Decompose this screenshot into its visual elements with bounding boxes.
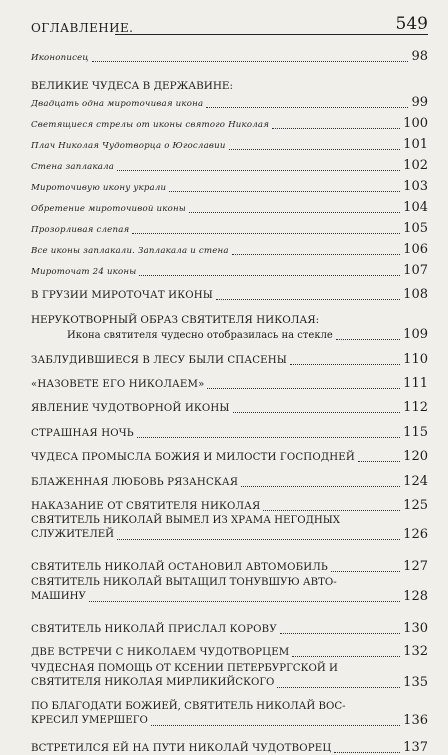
toc-entry-page: 106: [403, 242, 428, 257]
toc-entry: [31, 560, 428, 574]
toc-entry-page: 101: [403, 137, 428, 152]
leader-dots: [292, 656, 400, 657]
toc-entry-page: 110: [403, 352, 428, 367]
toc-entry-title: НАКАЗАНИЕ ОТ СВЯТИТЕЛЯ НИКОЛАЯ: [31, 501, 261, 512]
toc-entry: [31, 264, 428, 278]
toc-entry: [31, 645, 428, 659]
toc-entry: [31, 499, 428, 513]
toc-entry-page: 112: [403, 400, 428, 415]
leader-dots: [139, 275, 400, 276]
leader-dots: [277, 687, 400, 688]
toc-entry-page: 100: [403, 116, 428, 131]
toc-entry: [31, 222, 428, 236]
header-rule: [115, 34, 428, 35]
toc-entry-title: ЯВЛЕНИЕ ЧУДОТВОРНОЙ ИКОНЫ: [31, 403, 230, 414]
page-header: [31, 10, 428, 36]
toc-entry-title: Прозорливая слепая: [31, 225, 130, 235]
toc-entry-title: В ГРУЗИИ МИРОТОЧАТ ИКОНЫ: [31, 290, 213, 301]
toc-entry-title: СВЯТИТЕЛЬ НИКОЛАЙ ПРИСЛАЛ КОРОВУ: [31, 624, 277, 635]
toc-entry-page: 124: [403, 474, 428, 489]
toc-entry: [31, 288, 428, 302]
toc-entry-page: 128: [403, 589, 428, 604]
toc-entry-title: ЧУДЕСА ПРОМЫСЛА БОЖИЯ И МИЛОСТИ ГОСПОДНЕЙ: [31, 452, 355, 463]
toc-entry: [31, 622, 428, 636]
leader-dots: [89, 601, 400, 602]
leader-dots: [207, 388, 400, 389]
toc-entry-title: Икона святителя чудесно отобразилась на стекле: [67, 330, 333, 341]
leader-dots: [92, 61, 409, 62]
toc-entry-title: ВСТРЕТИЛСЯ ЕЙ НА ПУТИ НИКОЛАЙ ЧУДОТВОРЕЦ: [31, 743, 332, 754]
leader-dots: [137, 437, 400, 438]
toc-entry-title: Светящиеся стрелы от иконы святого Николая: [31, 120, 270, 130]
leader-dots: [132, 233, 400, 234]
toc-entry: [31, 201, 428, 215]
toc-entry-page: 109: [403, 327, 428, 342]
toc-entry: [31, 475, 428, 489]
toc-entry: [31, 450, 428, 464]
leader-dots: [331, 571, 400, 572]
toc-entry-page: 104: [403, 200, 428, 215]
toc-entry-title: Иконописец: [31, 53, 89, 63]
toc-entry-page: 98: [411, 49, 428, 64]
toc-entry-title: Двадцать одна мироточивая икона: [31, 99, 204, 109]
leader-dots: [232, 254, 400, 255]
toc-entry-page: 135: [403, 675, 428, 690]
toc-entry: [31, 243, 428, 257]
toc-entry-page: 125: [403, 498, 428, 513]
toc-entry-page: 136: [403, 713, 428, 728]
toc-entry-page: 105: [403, 221, 428, 236]
toc-entry-page: 115: [403, 425, 428, 440]
toc-entry-title: БЛАЖЕННАЯ ЛЮБОВЬ РЯЗАНСКАЯ: [31, 477, 239, 488]
leader-dots: [117, 539, 400, 540]
leader-dots: [206, 107, 408, 108]
toc-entry-page: 107: [403, 263, 428, 278]
leader-dots: [334, 752, 400, 753]
toc-entry-page: 137: [403, 740, 428, 755]
toc-entry: [31, 662, 428, 690]
toc-entry-title-line1: СВЯТИТЕЛЬ НИКОЛАЙ ВЫМЕЛ ИЗ ХРАМА НЕГОДНЫХ: [31, 515, 341, 526]
leader-dots: [117, 170, 400, 171]
toc-entry-title-line1: СВЯТИТЕЛЬ НИКОЛАЙ ВЫТАЩИЛ ТОНУВШУЮ АВТО-: [31, 577, 337, 588]
toc-entry-title-line2: СЛУЖИТЕЛЕЙ: [31, 529, 115, 540]
leader-dots: [358, 461, 400, 462]
toc-entry: [31, 138, 428, 152]
toc-entry: [31, 50, 428, 64]
toc-entry-page: 132: [403, 644, 428, 659]
section-heading: ВЕЛИКИЕ ЧУДЕСА В ДЕРЖАВИНЕ:: [31, 80, 233, 92]
toc-entry-title: СВЯТИТЕЛЬ НИКОЛАЙ ОСТАНОВИЛ АВТОМОБИЛЬ: [31, 562, 328, 573]
toc-entry-title: «НАЗОВЕТЕ ЕГО НИКОЛАЕМ»: [31, 379, 205, 390]
leader-dots: [280, 633, 400, 634]
toc-entry: [31, 180, 428, 194]
toc-entry: [31, 576, 428, 604]
toc-entry: [31, 401, 428, 415]
toc-entry-page: 130: [403, 621, 428, 636]
leader-dots: [216, 299, 400, 300]
toc-entry: [31, 426, 428, 440]
leader-dots: [169, 191, 400, 192]
toc-entry-title-line2: МАШИНУ: [31, 591, 86, 602]
leader-dots: [272, 128, 400, 129]
toc-entry-page: 102: [403, 158, 428, 173]
toc-entry-title: Мироточат 24 иконы: [31, 267, 137, 277]
toc-entry-title: Мироточивую икону украли: [31, 183, 167, 193]
toc-entry: [31, 117, 428, 131]
toc-entry-title: ЗАБЛУДИВШИЕСЯ В ЛЕСУ БЫЛИ СПАСЕНЫ: [31, 355, 287, 366]
toc-entry: [31, 353, 428, 367]
toc-entry-page: 99: [411, 95, 428, 110]
leader-dots: [233, 412, 401, 413]
toc-entry-title-line2: КРЕСИЛ УМЕРШЕГО: [31, 715, 148, 726]
toc-entry-title: Стена заплакала: [31, 162, 115, 172]
toc-entry-title: СТРАШНАЯ НОЧЬ: [31, 428, 134, 439]
toc-entry: [31, 159, 428, 173]
toc-entry: [31, 328, 428, 342]
toc-entry-title-line1: ЧУДЕСНАЯ ПОМОЩЬ ОТ КСЕНИИ ПЕТЕРБУРГСКОЙ И: [31, 663, 338, 674]
toc-entry-page: 126: [403, 527, 428, 542]
leader-dots: [229, 149, 401, 150]
leader-dots: [151, 725, 400, 726]
toc-entry-page: 127: [403, 559, 428, 574]
toc-entry-page: 120: [403, 449, 428, 464]
toc-entry-page: 103: [403, 179, 428, 194]
header-page-number: 549: [395, 14, 428, 34]
toc-entry-title: Обретение мироточивой иконы: [31, 204, 187, 214]
leader-dots: [336, 339, 400, 340]
toc-entry-title-line2: СВЯТИТЕЛЯ НИКОЛАЯ МИРЛИКИЙСКОГО: [31, 677, 275, 688]
toc-entry: [31, 700, 428, 728]
toc-entry: [31, 377, 428, 391]
toc-entry: [31, 514, 428, 542]
leader-dots: [189, 212, 400, 213]
header-title: ОГЛАВЛЕНИЕ.: [31, 21, 134, 35]
section-heading: НЕРУКОТВОРНЫЙ ОБРАЗ СВЯТИТЕЛЯ НИКОЛАЯ:: [31, 314, 320, 326]
toc-entry-page: 111: [403, 376, 428, 391]
toc-entry-page: 108: [403, 287, 428, 302]
toc-entry: [31, 741, 428, 755]
leader-dots: [290, 364, 400, 365]
leader-dots: [241, 486, 400, 487]
toc-entry-title: Все иконы заплакали. Заплакала и стена: [31, 246, 229, 256]
toc-entry-title-line1: ПО БЛАГОДАТИ БОЖИЕЙ, СВЯТИТЕЛЬ НИКОЛАЙ ВОС-: [31, 701, 346, 712]
toc-entry: [31, 96, 428, 110]
leader-dots: [263, 510, 400, 511]
toc-entry-title: ДВЕ ВСТРЕЧИ С НИКОЛАЕМ ЧУДОТВОРЦЕМ: [31, 647, 290, 658]
toc-entry-title: Плач Николая Чудотворца о Югославии: [31, 141, 226, 151]
